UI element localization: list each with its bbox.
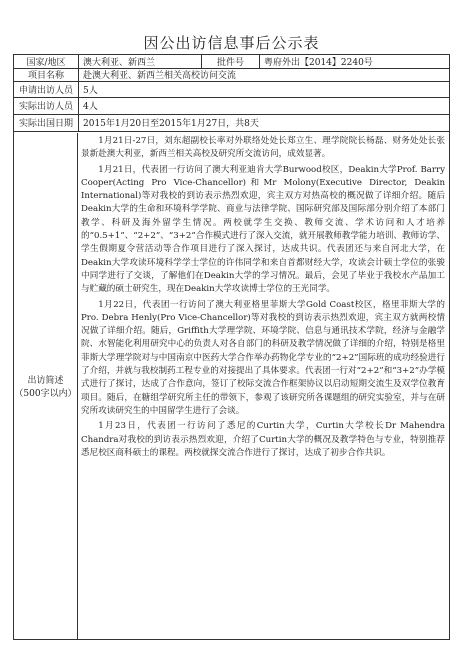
applied-label: 申请出访人员 xyxy=(18,85,73,96)
country-value: 澳大利亚、新西兰 xyxy=(78,55,201,68)
brief-paragraph: 1月21日-27日，刘东超副校长率对外联络处处长郑立生、理学院院长杨磊、财务处处长张景新赴澳大利亚，新西兰相关高校及研究所交流访问，成效显著。 xyxy=(81,136,445,160)
row-applied xyxy=(14,81,449,98)
actual-value: 4人 xyxy=(78,97,449,114)
brief-label-title: 出访简述 xyxy=(27,376,64,386)
brief-content xyxy=(81,135,445,460)
applied-value: 5人 xyxy=(78,81,449,97)
dates-value: 2015年1月20日至2015年1月27日，共8天 xyxy=(78,114,449,131)
actual-label: 实际出访人员 xyxy=(18,102,73,112)
row-project xyxy=(14,68,449,82)
brief-label-note: （500字以内） xyxy=(14,389,77,399)
brief-paragraph: 1月22日，代表团一行访问了澳大利亚格里菲斯大学Gold Coast校区，格里菲斯大学的Pro. Debra Henly(Pro Vice-Chancellor)等对我校的到访表示热烈欢迎，宾主双方就两校情况做了详细介绍。随后，Griffith大学理学院、环境学院、信息与通讯技术学院，经济与金融学院、水智能化利用研究中心的负责人对各自部门的科研及教学情况做了详细的介绍，特别是格里菲斯大学理学院对与中国南京中医药大学合作举办药物化学专业的“2+2”国际班的成功经验进行了介绍，并就与我校制药工程专业的对接提出了具体要求。代表团一行对“2+2”和“3+2”办学模式进行了探讨，达成了合作意向，签订了校际交流合作框架协议以启动短期交流生及双学位教育项目。随后，在糖组学研究所主任的带领下，参观了该研究所各课题组的研究实验室，并与在研究所攻读研究生的中国留学生进行了会谈。 xyxy=(81,299,445,416)
brief-paragraph: 1月21日，代表团一行访问了澳大利亚迪肯大学Burwood校区，Deakin大学Prof. Barry Cooper(Acting Pro Vice-Chancellor)和Mr Molony(Executive Director, Deakin International)等对我校的到访表示热烈欢迎，宾主双方对热高校的概况做了详细介绍。随后Deakin大学的生命和环境科学学院、商业与法律学院、国际研究部及国际部分别介绍了本部门教学、科研及海外留学生情况。两校就学生交换、教师交流、学术访问和人才培养的“0.5+1”、“2+2”、“3+2”合作模式进行了深入交流，就开展教师教学能力培训、教师访学、学生假期夏令营活动等合作项目进行了深入探讨，达成共识。代表团还与来自河北大学，在Deakin大学攻读环境科学学士学位的许伟同学和来自首都财经大学，攻读会计硕士学位的张骏中同学进行了交谈，了解他们在Deakin大学的学习情况。最后，会见了毕业于我校水产品加工与贮藏的硕士研究生，现在Deakin大学攻读博士学位的王光同学。 xyxy=(81,164,445,295)
row-actual xyxy=(14,97,449,115)
project-value: 赴澳大利亚、新西兰相关高校访问交流 xyxy=(78,68,449,81)
project-label: 项目名称 xyxy=(27,71,64,81)
approval-value: 粤府外出【2014】2240号 xyxy=(259,55,449,68)
info-table xyxy=(13,54,450,640)
page-title: 因公出访信息事后公示表 xyxy=(143,34,320,52)
approval-label: 批件号 xyxy=(201,55,259,68)
row-dates xyxy=(14,114,449,132)
brief-paragraph: 1月23日，代表团一行访问了悉尼的Curtin大学，Curtin大学校长Dr Mahendra Chandra对我校的到访表示热烈欢迎，介绍了Curtin大学的概况及教学特色与专业，特别推荐悉尼校区商科硕士的课程。两校就探交流合作进行了探讨，达成了初步合作共识。 xyxy=(81,421,445,458)
row-country xyxy=(14,55,449,69)
country-label: 国家/地区 xyxy=(26,58,66,68)
brief-label xyxy=(14,133,78,639)
dates-label: 实际出国日期 xyxy=(18,119,73,129)
